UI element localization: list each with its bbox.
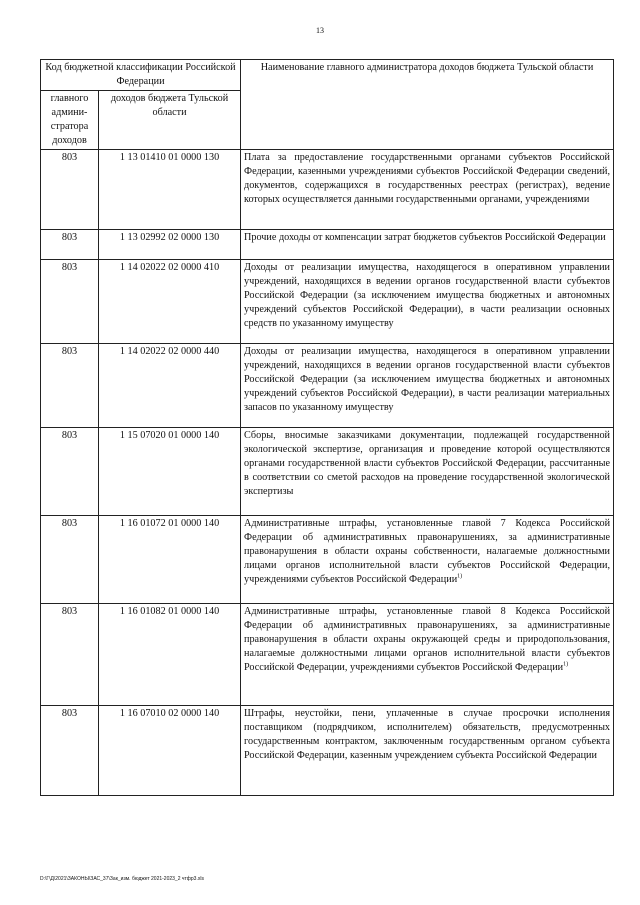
header-income-column: доходов бюджета Тульской области — [99, 91, 241, 150]
description-cell — [241, 516, 614, 604]
description-text: Плата за предоставление государственными органами субъектов Российской Федерации, казенными учреждениями субъектов Российской Федерации сведений, документов, содержащихся в государственных реестрах (регистрах), ведение которых осуществляется данными государственными органами, учреждениями — [244, 152, 611, 205]
description-text: Административные штрафы, установленные главой 7 Кодекса Российской Федерации об административных правонарушениях, за административные правонарушения в области охраны собственности, налагаемые должностными лицами органов исполнительной власти субъектов Российской Федерации, учреждениями субъектов Российской Федерации — [244, 518, 611, 585]
description-text: Прочие доходы от компенсации затрат бюджетов субъектов Российской Федерации — [244, 232, 606, 243]
table-row — [41, 260, 614, 344]
table-row — [41, 604, 614, 706]
description-cell — [241, 230, 614, 260]
description-cell — [241, 260, 614, 344]
admin-code-cell: 803 — [41, 260, 99, 344]
footnote-marker: 1) — [563, 661, 569, 668]
description-cell — [241, 706, 614, 796]
footnote-marker: 1) — [457, 573, 463, 580]
description-cell — [241, 150, 614, 230]
header-name-column: Наименование главного администратора доходов бюджета Тульской области — [241, 60, 614, 150]
admin-code-cell: 803 — [41, 150, 99, 230]
description-cell — [241, 428, 614, 516]
page-number: 13 — [316, 26, 324, 35]
description-cell — [241, 344, 614, 428]
income-code-cell: 1 14 02022 02 0000 410 — [99, 260, 241, 344]
income-code-cell: 1 15 07020 01 0000 140 — [99, 428, 241, 516]
admin-code-cell: 803 — [41, 706, 99, 796]
table-header-row — [41, 60, 614, 91]
income-code-cell: 1 16 01082 01 0000 140 — [99, 604, 241, 706]
admin-code-cell: 803 — [41, 230, 99, 260]
table-row — [41, 428, 614, 516]
header-code-group: Код бюджетной классификации Российской Федерации — [41, 60, 241, 91]
admin-code-cell: 803 — [41, 604, 99, 706]
income-code-cell: 1 14 02022 02 0000 440 — [99, 344, 241, 428]
description-cell — [241, 604, 614, 706]
table-row — [41, 230, 614, 260]
admin-code-cell: 803 — [41, 516, 99, 604]
footer-file-path: D:\Г\Д\2021\ЗАКОНЫ\ЗАС_37\Зак_изм. бюджет 2021-2023_2 чтфр3.xls — [40, 876, 204, 882]
admin-code-cell: 803 — [41, 344, 99, 428]
table-row — [41, 150, 614, 230]
budget-income-table — [40, 59, 614, 796]
header-admin-column: главного админи-стратора доходов — [41, 91, 99, 150]
table-row — [41, 344, 614, 428]
description-text: Административные штрафы, установленные главой 8 Кодекса Российской Федерации об административных правонарушениях, за административные правонарушения в области охраны окружающей среды и природопользования, налагаемые должностными лицами органов исполнительной власти субъектов Российской Федерации, учреждениями субъектов Российской Федерации — [244, 606, 611, 673]
table-row — [41, 706, 614, 796]
description-text: Доходы от реализации имущества, находящегося в оперативном управлении учреждений, находящихся в ведении органов государственной власти субъектов Российской Федерации (за исключением имущества бюджетных и автономных учреждений субъектов Российской Федерации), в части реализации материальных запасов по указанному имуществу — [244, 346, 611, 413]
income-code-cell: 1 16 01072 01 0000 140 — [99, 516, 241, 604]
income-code-cell: 1 16 07010 02 0000 140 — [99, 706, 241, 796]
table-row — [41, 516, 614, 604]
description-text: Штрафы, неустойки, пени, уплаченные в случае просрочки исполнения поставщиком (подрядчиком, исполнителем) обязательств, предусмотренных государственным контрактом, заключенным государственным органом субъекта Российской Федерации, казенным учреждением субъекта Российской Федерации — [244, 708, 611, 761]
description-text: Сборы, вносимые заказчиками документации, подлежащей государственной экологической экспертизе, организация и проведение которой осуществляются органами государственной власти субъектов Российской Федерации, рассчитанные в соответствии со сметой расходов на проведение государственной экологической экспертизы — [244, 430, 611, 497]
income-code-cell: 1 13 01410 01 0000 130 — [99, 150, 241, 230]
income-code-cell: 1 13 02992 02 0000 130 — [99, 230, 241, 260]
description-text: Доходы от реализации имущества, находящегося в оперативном управлении учреждений, находящихся в ведении органов государственной власти субъектов Российской Федерации (за исключением имущества бюджетных и автономных учреждений субъектов Российской Федерации), в части реализации основных средств по указанному имуществу — [244, 262, 611, 329]
admin-code-cell: 803 — [41, 428, 99, 516]
